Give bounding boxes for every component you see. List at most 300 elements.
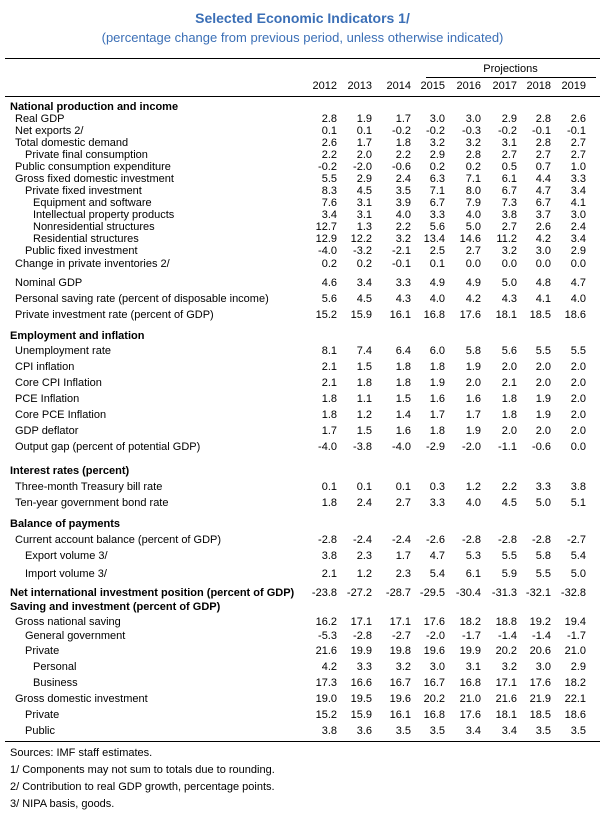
value-cell: 1.2 <box>465 481 481 493</box>
value-cell: 17.1 <box>389 616 411 628</box>
value-cell: 1.8 <box>395 137 411 149</box>
value-cell: 2.7 <box>395 497 411 509</box>
value-cell: 3.9 <box>395 197 411 209</box>
value-cell: 1.2 <box>356 568 372 580</box>
value-cell: 1.1 <box>356 393 372 405</box>
value-cell: 19.9 <box>350 645 372 657</box>
value-cell: 2.2 <box>501 481 517 493</box>
value-cell: 2.9 <box>356 173 372 185</box>
value-cell: -5.3 <box>318 630 337 642</box>
value-cell: 1.7 <box>321 425 337 437</box>
value-cell: 2.5 <box>429 245 445 257</box>
table-row <box>0 481 605 494</box>
value-cell: 5.0 <box>570 568 586 580</box>
value-cell: 20.6 <box>529 645 551 657</box>
value-cell: 3.7 <box>535 209 551 221</box>
row-label: GDP deflator <box>15 425 79 437</box>
source-note: Sources: IMF staff estimates. <box>10 747 153 759</box>
value-cell: 2.3 <box>356 550 372 562</box>
value-cell: 20.2 <box>423 693 445 705</box>
row-label: Private <box>25 709 60 721</box>
value-cell: 21.0 <box>459 693 481 705</box>
value-cell: -31.3 <box>491 587 517 599</box>
row-label: Gross fixed domestic investment <box>15 173 174 185</box>
row-label: Residential structures <box>33 233 139 245</box>
value-cell: 3.2 <box>501 661 517 673</box>
value-cell: 18.5 <box>529 709 551 721</box>
value-cell: 3.8 <box>321 725 337 737</box>
row-label: Nonresidential structures <box>33 221 155 233</box>
value-cell: 4.7 <box>570 277 586 289</box>
value-cell: 0.2 <box>429 161 445 173</box>
value-cell: 15.2 <box>315 309 337 321</box>
value-cell: 3.5 <box>395 185 411 197</box>
value-cell: 2.0 <box>356 149 372 161</box>
value-cell: 5.0 <box>501 277 517 289</box>
section-header-row <box>0 601 605 614</box>
value-cell: 15.2 <box>315 709 337 721</box>
year-header-cell: 2015 <box>420 80 445 92</box>
row-label: General government <box>25 630 126 642</box>
value-cell: 4.2 <box>535 233 551 245</box>
year-header-cell: 2014 <box>386 80 411 92</box>
value-cell: -29.5 <box>419 587 445 599</box>
value-cell: 1.7 <box>395 550 411 562</box>
row-label: Core PCE Inflation <box>15 409 107 421</box>
row-label: Import volume 3/ <box>25 568 107 580</box>
value-cell: 7.3 <box>501 197 517 209</box>
value-cell: 3.4 <box>570 185 586 197</box>
value-cell: 1.8 <box>356 377 372 389</box>
row-label: Export volume 3/ <box>25 550 108 562</box>
row-label: Private investment rate (percent of GDP) <box>15 309 214 321</box>
value-cell: 7.1 <box>429 185 445 197</box>
value-cell: -2.4 <box>353 534 372 546</box>
value-cell: 6.7 <box>535 197 551 209</box>
value-cell: 2.9 <box>570 661 586 673</box>
row-label: Current account balance (percent of GDP) <box>15 534 222 546</box>
value-cell: 3.2 <box>395 233 411 245</box>
table-row <box>0 293 605 306</box>
value-cell: -23.8 <box>311 587 337 599</box>
value-cell: 19.9 <box>459 645 481 657</box>
value-cell: 1.5 <box>356 361 372 373</box>
section-header-row <box>0 587 605 600</box>
value-cell: -1.7 <box>462 630 481 642</box>
value-cell: 2.7 <box>501 149 517 161</box>
value-cell: 4.0 <box>429 293 445 305</box>
row-label: PCE Inflation <box>15 393 80 405</box>
value-cell: 2.0 <box>535 377 551 389</box>
bottom-rule <box>5 741 600 742</box>
value-cell: 5.6 <box>429 221 445 233</box>
value-cell: 4.0 <box>395 209 411 221</box>
footnote-2: 2/ Contribution to real GDP growth, percentage points. <box>10 781 275 793</box>
value-cell: 3.0 <box>535 661 551 673</box>
value-cell: -0.1 <box>392 258 411 270</box>
table-row <box>0 568 605 581</box>
value-cell: 4.2 <box>465 293 481 305</box>
footnote-3: 3/ NIPA basis, goods. <box>10 798 115 810</box>
value-cell: -2.4 <box>392 534 411 546</box>
table-row <box>0 661 605 674</box>
value-cell: -2.7 <box>567 534 586 546</box>
value-cell: -1.4 <box>498 630 517 642</box>
value-cell: 7.6 <box>321 197 337 209</box>
value-cell: -2.8 <box>532 534 551 546</box>
row-label: Private fixed investment <box>25 185 142 197</box>
row-label: Gross domestic investment <box>15 693 148 705</box>
value-cell: 1.8 <box>429 425 445 437</box>
value-cell: 5.5 <box>501 550 517 562</box>
value-cell: -27.2 <box>346 587 372 599</box>
value-cell: -2.0 <box>426 630 445 642</box>
value-cell: 1.5 <box>356 425 372 437</box>
value-cell: 2.0 <box>465 377 481 389</box>
value-cell: 2.0 <box>570 393 586 405</box>
value-cell: -0.2 <box>426 125 445 137</box>
value-cell: 0.7 <box>535 161 551 173</box>
value-cell: 5.1 <box>570 497 586 509</box>
row-label: Business <box>33 677 78 689</box>
value-cell: 22.1 <box>564 693 586 705</box>
value-cell: 4.5 <box>501 497 517 509</box>
value-cell: 0.0 <box>465 258 481 270</box>
value-cell: 21.9 <box>529 693 551 705</box>
value-cell: 0.3 <box>429 481 445 493</box>
value-cell: -2.9 <box>426 441 445 453</box>
value-cell: -2.6 <box>426 534 445 546</box>
value-cell: 6.1 <box>501 173 517 185</box>
value-cell: 0.0 <box>570 441 586 453</box>
value-cell: 8.1 <box>321 345 337 357</box>
value-cell: 0.1 <box>321 125 337 137</box>
row-label: Equipment and software <box>33 197 152 209</box>
section-header-row <box>0 518 605 531</box>
year-header-cell: 2012 <box>312 80 337 92</box>
table-row <box>0 645 605 658</box>
value-cell: 4.0 <box>465 209 481 221</box>
value-cell: 3.5 <box>429 725 445 737</box>
value-cell: 1.5 <box>395 393 411 405</box>
value-cell: 18.2 <box>459 616 481 628</box>
value-cell: 1.4 <box>395 409 411 421</box>
value-cell: 16.1 <box>389 309 411 321</box>
table-row <box>0 258 605 271</box>
value-cell: 2.6 <box>321 137 337 149</box>
year-header-cell: 2019 <box>561 80 586 92</box>
value-cell: 4.3 <box>395 293 411 305</box>
value-cell: 17.1 <box>350 616 372 628</box>
row-label: Output gap (percent of potential GDP) <box>15 441 201 453</box>
value-cell: 16.7 <box>423 677 445 689</box>
value-cell: 3.5 <box>535 725 551 737</box>
value-cell: -0.2 <box>498 125 517 137</box>
value-cell: 4.8 <box>535 277 551 289</box>
value-cell: -2.7 <box>392 630 411 642</box>
value-cell: 5.3 <box>465 550 481 562</box>
value-cell: 3.3 <box>395 277 411 289</box>
value-cell: 2.4 <box>570 221 586 233</box>
value-cell: 6.1 <box>465 568 481 580</box>
footnote-1: 1/ Components may not sum to totals due to rounding. <box>10 764 275 776</box>
value-cell: 5.0 <box>465 221 481 233</box>
value-cell: 5.5 <box>321 173 337 185</box>
table-row <box>0 677 605 690</box>
section-title: Balance of payments <box>10 518 121 530</box>
table-row <box>0 277 605 290</box>
value-cell: 2.7 <box>501 221 517 233</box>
value-cell: 5.5 <box>570 345 586 357</box>
header-rule <box>5 96 600 97</box>
value-cell: 19.2 <box>529 616 551 628</box>
table-row <box>0 393 605 406</box>
value-cell: 2.7 <box>465 245 481 257</box>
value-cell: 0.0 <box>535 258 551 270</box>
table-row <box>0 630 605 643</box>
value-cell: 3.5 <box>395 725 411 737</box>
value-cell: 2.6 <box>535 221 551 233</box>
value-cell: 16.2 <box>315 616 337 628</box>
value-cell: 4.2 <box>321 661 337 673</box>
value-cell: -4.0 <box>392 441 411 453</box>
value-cell: 3.3 <box>535 481 551 493</box>
value-cell: -1.7 <box>567 630 586 642</box>
value-cell: 13.4 <box>423 233 445 245</box>
value-cell: 1.8 <box>321 497 337 509</box>
table-subtitle: (percentage change from previous period, unless otherwise indicated) <box>101 30 504 45</box>
value-cell: -2.0 <box>462 441 481 453</box>
value-cell: 1.2 <box>356 409 372 421</box>
value-cell: 2.6 <box>570 113 586 125</box>
value-cell: 3.2 <box>501 245 517 257</box>
value-cell: 3.2 <box>429 137 445 149</box>
value-cell: 1.8 <box>501 393 517 405</box>
value-cell: -3.8 <box>353 441 372 453</box>
value-cell: 1.9 <box>535 409 551 421</box>
row-label: Intellectual property products <box>33 209 175 221</box>
value-cell: 17.6 <box>423 616 445 628</box>
value-cell: 18.1 <box>495 309 517 321</box>
value-cell: 1.8 <box>395 361 411 373</box>
value-cell: 17.1 <box>495 677 517 689</box>
section-header-row <box>0 330 605 343</box>
table-row <box>0 534 605 547</box>
projections-label: Projections <box>483 63 538 75</box>
value-cell: -2.0 <box>353 161 372 173</box>
value-cell: 16.1 <box>389 709 411 721</box>
row-label: Private <box>25 645 60 657</box>
value-cell: 1.3 <box>356 221 372 233</box>
row-label: Net exports 2/ <box>15 125 84 137</box>
value-cell: 3.4 <box>321 209 337 221</box>
value-cell: -3.2 <box>353 245 372 257</box>
value-cell: 1.7 <box>395 113 411 125</box>
value-cell: -0.3 <box>462 125 481 137</box>
value-cell: 16.6 <box>350 677 372 689</box>
value-cell: 3.1 <box>501 137 517 149</box>
value-cell: 5.8 <box>465 345 481 357</box>
table-row <box>0 409 605 422</box>
value-cell: 2.1 <box>321 568 337 580</box>
table-row <box>0 497 605 510</box>
value-cell: 3.3 <box>356 661 372 673</box>
value-cell: 0.1 <box>356 125 372 137</box>
value-cell: -30.4 <box>455 587 481 599</box>
value-cell: 4.5 <box>356 293 372 305</box>
value-cell: 17.6 <box>459 309 481 321</box>
row-label: Nominal GDP <box>15 277 83 289</box>
table-row <box>0 616 605 629</box>
value-cell: 18.6 <box>564 709 586 721</box>
value-cell: 17.6 <box>459 709 481 721</box>
table-row <box>0 693 605 706</box>
value-cell: 2.0 <box>570 361 586 373</box>
value-cell: 21.0 <box>564 645 586 657</box>
value-cell: -2.1 <box>392 245 411 257</box>
value-cell: 15.9 <box>350 309 372 321</box>
value-cell: -0.1 <box>532 125 551 137</box>
year-header-cell: 2018 <box>526 80 551 92</box>
value-cell: 1.8 <box>321 409 337 421</box>
table-row <box>0 441 605 454</box>
value-cell: 1.9 <box>356 113 372 125</box>
value-cell: 1.8 <box>321 393 337 405</box>
value-cell: 6.7 <box>429 197 445 209</box>
value-cell: 7.1 <box>465 173 481 185</box>
value-cell: 18.1 <box>495 709 517 721</box>
value-cell: 2.7 <box>535 149 551 161</box>
row-label: Ten-year government bond rate <box>15 497 169 509</box>
value-cell: 18.5 <box>529 309 551 321</box>
value-cell: 1.8 <box>501 409 517 421</box>
value-cell: -4.0 <box>318 245 337 257</box>
value-cell: 3.3 <box>429 497 445 509</box>
value-cell: 3.4 <box>465 725 481 737</box>
value-cell: 0.2 <box>465 161 481 173</box>
row-label: Unemployment rate <box>15 345 111 357</box>
value-cell: 8.0 <box>465 185 481 197</box>
value-cell: 5.4 <box>429 568 445 580</box>
value-cell: 2.8 <box>535 113 551 125</box>
value-cell: -0.6 <box>392 161 411 173</box>
value-cell: 2.0 <box>535 361 551 373</box>
value-cell: 19.4 <box>564 616 586 628</box>
value-cell: 16.8 <box>423 709 445 721</box>
row-label: Public consumption expenditure <box>15 161 171 173</box>
value-cell: 5.9 <box>501 568 517 580</box>
value-cell: 2.0 <box>501 425 517 437</box>
value-cell: 20.2 <box>495 645 517 657</box>
table-row <box>0 425 605 438</box>
value-cell: 0.1 <box>395 481 411 493</box>
value-cell: -2.8 <box>462 534 481 546</box>
value-cell: 1.9 <box>535 393 551 405</box>
value-cell: 3.0 <box>535 245 551 257</box>
value-cell: 3.4 <box>570 233 586 245</box>
row-label: Change in private inventories 2/ <box>15 258 170 270</box>
value-cell: 3.8 <box>501 209 517 221</box>
value-cell: 12.2 <box>350 233 372 245</box>
value-cell: 3.3 <box>429 209 445 221</box>
value-cell: 4.3 <box>501 293 517 305</box>
value-cell: 3.4 <box>356 277 372 289</box>
section-title: Employment and inflation <box>10 330 145 342</box>
value-cell: 18.2 <box>564 677 586 689</box>
value-cell: 4.9 <box>429 277 445 289</box>
value-cell: 2.0 <box>501 361 517 373</box>
row-label: Real GDP <box>15 113 65 125</box>
table-row <box>0 345 605 358</box>
row-label: Public fixed investment <box>25 245 138 257</box>
value-cell: 1.9 <box>429 377 445 389</box>
value-cell: 19.6 <box>389 693 411 705</box>
value-cell: 19.0 <box>315 693 337 705</box>
value-cell: -2.8 <box>498 534 517 546</box>
value-cell: 2.8 <box>535 137 551 149</box>
value-cell: 0.2 <box>321 258 337 270</box>
value-cell: 0.1 <box>429 258 445 270</box>
value-cell: 6.3 <box>429 173 445 185</box>
row-label: Personal <box>33 661 77 673</box>
value-cell: -4.0 <box>318 441 337 453</box>
value-cell: 2.0 <box>570 409 586 421</box>
year-header-cell: 2016 <box>456 80 481 92</box>
section-title: Interest rates (percent) <box>10 465 130 477</box>
value-cell: 14.6 <box>459 233 481 245</box>
value-cell: 4.6 <box>321 277 337 289</box>
row-label: Core CPI Inflation <box>15 377 102 389</box>
value-cell: 2.1 <box>321 377 337 389</box>
value-cell: -1.1 <box>498 441 517 453</box>
value-cell: -0.1 <box>567 125 586 137</box>
value-cell: 16.7 <box>389 677 411 689</box>
section-title: Net international investment position (percent of GDP) <box>10 587 295 599</box>
value-cell: 2.3 <box>395 568 411 580</box>
value-cell: 2.8 <box>465 149 481 161</box>
year-header-cell: 2013 <box>347 80 372 92</box>
value-cell: 3.0 <box>429 661 445 673</box>
value-cell: 2.2 <box>321 149 337 161</box>
value-cell: 2.8 <box>321 113 337 125</box>
value-cell: -2.8 <box>318 534 337 546</box>
value-cell: 2.1 <box>501 377 517 389</box>
value-cell: 5.4 <box>570 550 586 562</box>
value-cell: 18.8 <box>495 616 517 628</box>
value-cell: 2.7 <box>570 137 586 149</box>
value-cell: 0.5 <box>501 161 517 173</box>
value-cell: 12.7 <box>315 221 337 233</box>
value-cell: 2.9 <box>570 245 586 257</box>
value-cell: 4.1 <box>570 197 586 209</box>
table-row <box>0 709 605 722</box>
value-cell: 3.0 <box>570 209 586 221</box>
value-cell: -0.2 <box>392 125 411 137</box>
value-cell: 5.5 <box>535 568 551 580</box>
value-cell: 1.9 <box>465 425 481 437</box>
value-cell: 1.7 <box>465 409 481 421</box>
value-cell: 0.0 <box>570 258 586 270</box>
table-row <box>0 245 605 258</box>
value-cell: 21.6 <box>495 693 517 705</box>
value-cell: 3.0 <box>465 113 481 125</box>
value-cell: 21.6 <box>315 645 337 657</box>
value-cell: 11.2 <box>496 233 517 245</box>
value-cell: 15.9 <box>350 709 372 721</box>
row-label: Total domestic demand <box>15 137 129 149</box>
value-cell: -2.8 <box>353 630 372 642</box>
row-label: Public <box>25 725 55 737</box>
